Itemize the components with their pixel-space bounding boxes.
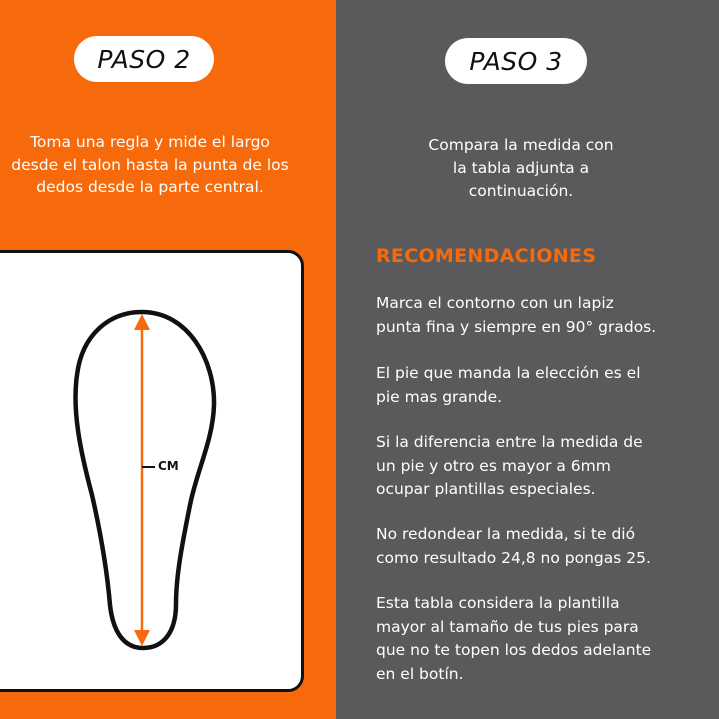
step2-line: desde el talon hasta la punta de los <box>11 155 289 174</box>
recommendation-line: mayor al tamaño de tus pies para <box>376 617 639 636</box>
recommendation-line: Esta tabla considera la plantilla <box>376 594 620 612</box>
recommendation-line: ocupar plantillas especiales. <box>376 480 596 498</box>
recommendation-line: No redondear la medida, si te dió <box>376 525 636 543</box>
recommendation-line: Si la diferencia entre la medida de <box>376 433 643 451</box>
recommendation-line: como resultado 24,8 no pongas 25. <box>376 548 651 567</box>
recommendation-line: un pie y otro es mayor a 6mm <box>376 456 611 475</box>
recommendations-title: RECOMENDACIONES <box>376 245 597 267</box>
recommendation-line: en el botín. <box>376 664 464 683</box>
step2-panel <box>0 0 336 719</box>
recommendation-line: Marca el contorno con un lapiz <box>376 294 614 312</box>
recommendation-line: pie mas grande. <box>376 387 503 406</box>
measure-unit-label: CM <box>158 459 179 473</box>
arrow-down-icon <box>134 630 150 646</box>
step3-line: continuación. <box>468 182 574 200</box>
step3-badge: PASO 3 <box>445 38 587 84</box>
step2-line: Toma una regla y mide el largo <box>30 133 270 151</box>
recommendation-item <box>376 523 716 570</box>
arrow-up-icon <box>134 314 150 330</box>
recommendation-item <box>376 362 716 409</box>
recommendation-item <box>376 592 716 686</box>
recommendation-item <box>376 292 716 339</box>
foot-outline-illustration <box>0 0 336 719</box>
step3-instructions <box>336 134 706 203</box>
step2-line: dedos desde la parte central. <box>36 178 264 196</box>
recommendation-line: punta fina y siempre en 90° grados. <box>376 317 657 336</box>
step3-line: Compara la medida con <box>428 136 614 154</box>
recommendation-line: El pie que manda la elección es el <box>376 364 641 382</box>
step3-line: la tabla adjunta a <box>452 159 590 177</box>
recommendation-line: que no te topen los dedos adelante <box>376 641 652 659</box>
recommendation-item <box>376 431 716 502</box>
step2-badge: PASO 2 <box>74 36 214 82</box>
foot-outline <box>75 312 214 648</box>
step3-panel <box>336 0 719 719</box>
